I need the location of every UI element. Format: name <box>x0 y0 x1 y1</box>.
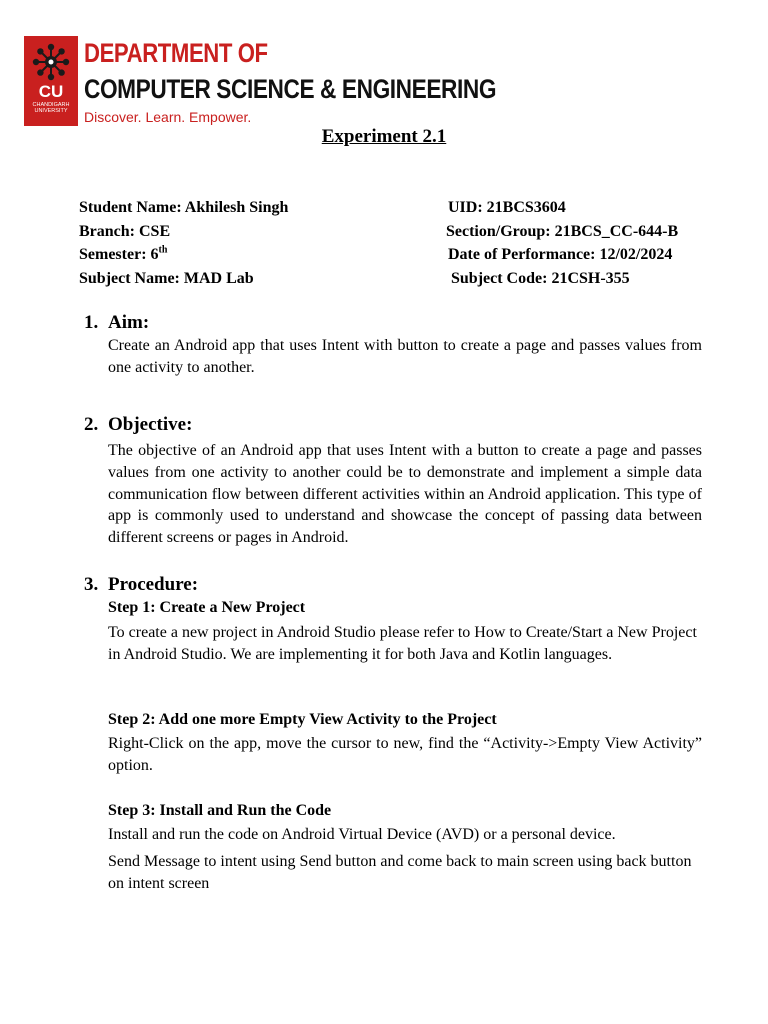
experiment-title: Experiment 2.1 <box>321 126 447 147</box>
logo-cu-text: CU <box>38 82 64 101</box>
section-group: Section/Group: 21BCS_CC-644-B <box>446 222 679 240</box>
step3-title: Step 3: Install and Run the Code <box>108 802 332 819</box>
step1-text: To create a new project in Android Studio please refer to How to Create/Start a New Project in Android Studio. We are implementing it for both Java and Kotlin languages. <box>108 624 697 663</box>
objective-text: The objective of an Android app that uses Intent with a button to create a page and passes values from one activity to another could be to demonstrate and implement a simple data communication flow between different activities within an Android application. This type of app is commonly used to understand and showcase the concept of passing data between different screens or pages in Android. <box>108 442 702 547</box>
aim-text: Create an Android app that uses Intent with button to create a page and passes values from one activity to another. <box>108 337 702 376</box>
objective-heading-text: Objective: <box>108 414 193 435</box>
procedure-number: 3. <box>84 574 99 595</box>
semester-value: Semester: 6 <box>79 246 159 264</box>
objective-heading <box>84 413 192 437</box>
info-row <box>79 267 719 291</box>
step2-text: Right-Click on the app, move the cursor to new, find the “Activity->Empty View Activity” option. <box>108 735 702 774</box>
step3-text: Install and run the code on Android Virtual Device (AVD) or a personal device. <box>108 826 616 843</box>
branch: Branch: CSE <box>79 222 171 240</box>
department-header <box>24 36 497 128</box>
uid: UID: 21BCS3604 <box>448 199 566 216</box>
aim-heading <box>84 311 149 335</box>
subject-code: Subject Code: 21CSH-355 <box>451 270 630 288</box>
aim-number: 1. <box>84 312 99 333</box>
semester <box>79 243 167 267</box>
step1-title: Step 1: Create a New Project <box>108 599 306 616</box>
logo-university-text: CHANDIGARH UNIVERSITY <box>32 102 70 114</box>
info-row <box>79 196 719 220</box>
department-title-line1: DEPARTMENT OF <box>84 38 268 68</box>
step2-title: Step 2: Add one more Empty View Activity to the Project <box>108 711 497 728</box>
info-row <box>79 243 719 267</box>
procedure-heading-text: Procedure: <box>108 574 199 595</box>
department-title-line2: COMPUTER SCIENCE & ENGINEERING <box>84 74 497 104</box>
step3-text-2: Send Message to intent using Send button and come back to main screen using back button on intent screen <box>108 853 692 892</box>
student-info <box>79 196 719 291</box>
tagline: Discover. Learn. Empower. <box>84 109 252 125</box>
student-name: Student Name: Akhilesh Singh <box>79 199 289 216</box>
university-logo <box>24 36 78 126</box>
procedure-heading <box>84 573 198 597</box>
objective-number: 2. <box>84 414 99 435</box>
date-of-performance: Date of Performance: 12/02/2024 <box>448 246 673 264</box>
aim-heading-text: Aim: <box>108 312 150 333</box>
gear-emblem-icon <box>31 42 71 82</box>
subject-name: Subject Name: MAD Lab <box>79 270 254 288</box>
info-row <box>79 220 719 244</box>
semester-suffix: th <box>158 245 168 257</box>
